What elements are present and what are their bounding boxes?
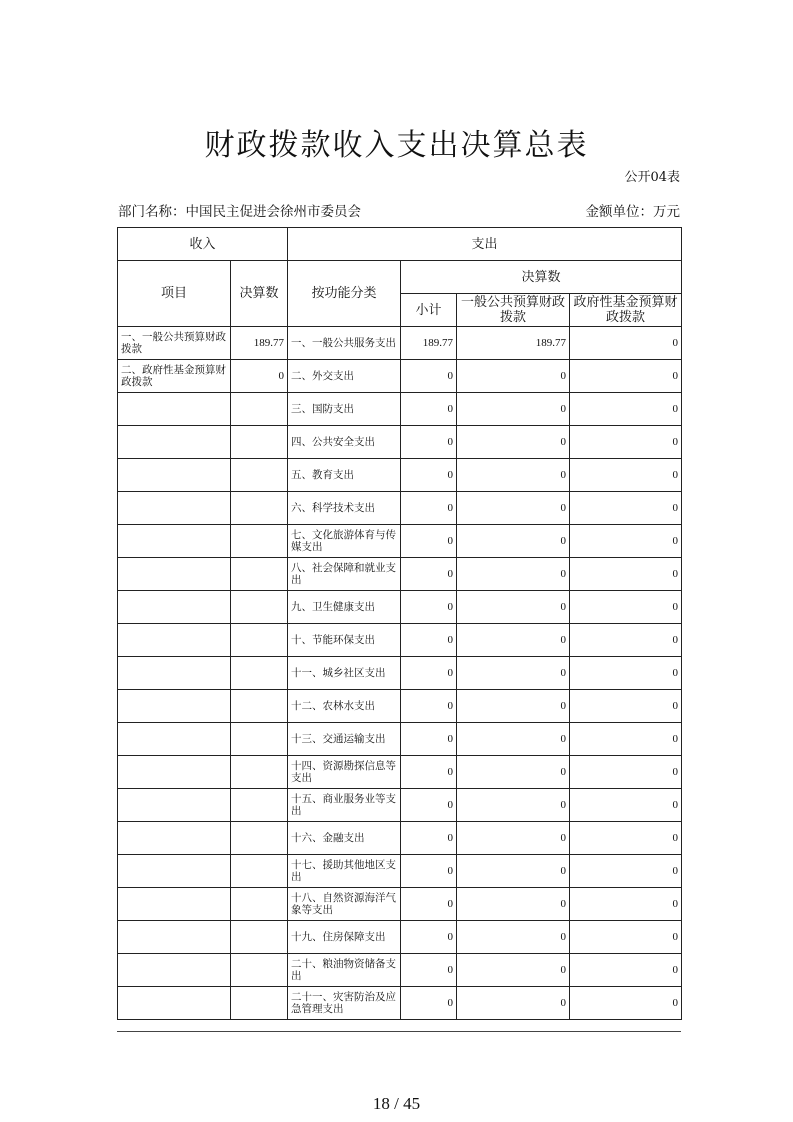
general-budget-cell: 0	[457, 723, 570, 756]
income-header: 收入	[118, 228, 288, 261]
subtotal-cell: 189.77	[401, 327, 457, 360]
subtotal-cell: 0	[401, 921, 457, 954]
by-function-header: 按功能分类	[288, 261, 401, 327]
subtotal-cell: 0	[401, 492, 457, 525]
fund-budget-cell: 0	[570, 426, 682, 459]
table-row	[118, 822, 682, 855]
income-amount-cell	[231, 624, 288, 657]
income-amount-cell	[231, 855, 288, 888]
expense-item-cell: 十三、交通运输支出	[288, 723, 401, 756]
table-row	[118, 921, 682, 954]
general-budget-cell: 0	[457, 426, 570, 459]
subtotal-cell: 0	[401, 426, 457, 459]
fund-budget-cell: 0	[570, 789, 682, 822]
subtotal-cell: 0	[401, 855, 457, 888]
general-budget-cell: 0	[457, 492, 570, 525]
income-item-cell	[118, 492, 231, 525]
header-row-1	[118, 228, 682, 261]
expense-item-cell: 十六、金融支出	[288, 822, 401, 855]
subtotal-cell: 0	[401, 393, 457, 426]
expense-header: 支出	[288, 228, 682, 261]
fund-budget-cell: 0	[570, 855, 682, 888]
expense-item-cell: 九、卫生健康支出	[288, 591, 401, 624]
income-amount-cell	[231, 888, 288, 921]
expense-item-cell: 十二、农林水支出	[288, 690, 401, 723]
fund-budget-cell: 0	[570, 624, 682, 657]
fund-budget-cell: 0	[570, 492, 682, 525]
final-amount-header: 决算数	[231, 261, 288, 327]
expense-item-cell: 三、国防支出	[288, 393, 401, 426]
fund-budget-cell: 0	[570, 558, 682, 591]
income-item-cell: 一、一般公共预算财政拨款	[118, 327, 231, 360]
fund-budget-cell: 0	[570, 690, 682, 723]
subtotal-cell: 0	[401, 789, 457, 822]
fund-budget-cell: 0	[570, 954, 682, 987]
income-amount-cell	[231, 657, 288, 690]
subtotal-cell: 0	[401, 360, 457, 393]
subtotal-cell: 0	[401, 723, 457, 756]
expense-item-cell: 六、科学技术支出	[288, 492, 401, 525]
final-amount-group-header: 决算数	[401, 261, 682, 294]
table-row	[118, 591, 682, 624]
expense-item-cell: 一、一般公共服务支出	[288, 327, 401, 360]
general-budget-cell: 0	[457, 393, 570, 426]
subtotal-cell: 0	[401, 756, 457, 789]
income-amount-cell	[231, 558, 288, 591]
table-row	[118, 360, 682, 393]
table-row	[118, 723, 682, 756]
general-budget-cell: 0	[457, 624, 570, 657]
general-budget-cell: 0	[457, 921, 570, 954]
income-item-cell	[118, 756, 231, 789]
subtotal-cell: 0	[401, 525, 457, 558]
expense-item-cell: 十一、城乡社区支出	[288, 657, 401, 690]
income-item-cell	[118, 459, 231, 492]
fund-budget-cell: 0	[570, 987, 682, 1020]
general-budget-cell: 0	[457, 954, 570, 987]
income-amount-cell	[231, 492, 288, 525]
income-item-cell	[118, 591, 231, 624]
subtotal-cell: 0	[401, 987, 457, 1020]
expense-item-cell: 十八、自然资源海洋气象等支出	[288, 888, 401, 921]
fund-budget-cell: 0	[570, 921, 682, 954]
fund-budget-cell: 0	[570, 756, 682, 789]
general-budget-cell: 0	[457, 855, 570, 888]
income-item-cell	[118, 921, 231, 954]
fund-budget-cell: 0	[570, 525, 682, 558]
general-budget-cell: 0	[457, 756, 570, 789]
general-budget-cell: 0	[457, 822, 570, 855]
income-amount-cell	[231, 723, 288, 756]
expense-item-cell: 八、社会保障和就业支出	[288, 558, 401, 591]
income-amount-cell	[231, 822, 288, 855]
general-budget-cell: 0	[457, 987, 570, 1020]
subtotal-cell: 0	[401, 690, 457, 723]
finance-table	[117, 227, 682, 1020]
expense-item-cell: 十九、住房保障支出	[288, 921, 401, 954]
expense-item-cell: 二十、粮油物资储备支出	[288, 954, 401, 987]
fund-budget-cell: 0	[570, 657, 682, 690]
table-row	[118, 624, 682, 657]
fund-budget-cell: 0	[570, 459, 682, 492]
fund-budget-cell: 0	[570, 723, 682, 756]
table-row	[118, 954, 682, 987]
expense-item-cell: 十七、援助其他地区支出	[288, 855, 401, 888]
fund-budget-header: 政府性基金预算财政拨款	[570, 294, 682, 327]
subtotal-cell: 0	[401, 822, 457, 855]
general-budget-cell: 0	[457, 591, 570, 624]
page-number: 18 / 45	[372, 1094, 421, 1113]
general-budget-cell: 189.77	[457, 327, 570, 360]
general-budget-cell: 0	[457, 459, 570, 492]
income-amount-cell	[231, 690, 288, 723]
table-row	[118, 558, 682, 591]
income-amount-cell	[231, 789, 288, 822]
table-row	[118, 888, 682, 921]
table-row	[118, 789, 682, 822]
income-item-cell	[118, 888, 231, 921]
fund-budget-cell: 0	[570, 591, 682, 624]
general-budget-cell: 0	[457, 888, 570, 921]
report-title: 财政拨款收入支出决算总表	[204, 128, 589, 163]
expense-item-cell: 十、节能环保支出	[288, 624, 401, 657]
table-row	[118, 657, 682, 690]
fund-budget-cell: 0	[570, 393, 682, 426]
expense-item-cell: 十五、商业服务业等支出	[288, 789, 401, 822]
expense-item-cell: 二十一、灾害防治及应急管理支出	[288, 987, 401, 1020]
income-amount-cell	[231, 756, 288, 789]
table-row	[118, 756, 682, 789]
general-budget-cell: 0	[457, 690, 570, 723]
fund-budget-cell: 0	[570, 822, 682, 855]
expense-item-cell: 四、公共安全支出	[288, 426, 401, 459]
form-number: 公开04表	[624, 170, 680, 185]
general-budget-cell: 0	[457, 657, 570, 690]
income-item-cell	[118, 690, 231, 723]
expense-item-cell: 十四、资源勘探信息等支出	[288, 756, 401, 789]
fund-budget-cell: 0	[570, 327, 682, 360]
income-item-cell	[118, 822, 231, 855]
subtotal-cell: 0	[401, 657, 457, 690]
general-budget-cell: 0	[457, 525, 570, 558]
income-item-cell	[118, 426, 231, 459]
income-amount-cell	[231, 921, 288, 954]
expense-item-cell: 五、教育支出	[288, 459, 401, 492]
subtotal-cell: 0	[401, 954, 457, 987]
fund-budget-cell: 0	[570, 360, 682, 393]
subtotal-cell: 0	[401, 591, 457, 624]
income-amount-cell	[231, 591, 288, 624]
bottom-rule	[117, 1031, 681, 1032]
income-item-cell	[118, 723, 231, 756]
income-amount-cell	[231, 525, 288, 558]
subtotal-cell: 0	[401, 459, 457, 492]
header-row-2	[118, 261, 682, 294]
table-row	[118, 525, 682, 558]
income-amount-cell	[231, 954, 288, 987]
income-amount-cell	[231, 393, 288, 426]
expense-item-cell: 七、文化旅游体育与传媒支出	[288, 525, 401, 558]
subtotal-cell: 0	[401, 624, 457, 657]
amount-unit: 金额单位：万元	[585, 204, 680, 220]
department-name: 部门名称：中国民主促进会徐州市委员会	[118, 204, 361, 220]
income-amount-cell: 189.77	[231, 327, 288, 360]
table-row	[118, 459, 682, 492]
table-row	[118, 393, 682, 426]
income-amount-cell	[231, 426, 288, 459]
income-item-cell	[118, 624, 231, 657]
income-item-cell	[118, 855, 231, 888]
item-header: 项目	[118, 261, 231, 327]
income-item-cell	[118, 393, 231, 426]
fund-budget-cell: 0	[570, 888, 682, 921]
income-item-cell	[118, 789, 231, 822]
table-row	[118, 327, 682, 360]
general-budget-cell: 0	[457, 360, 570, 393]
subtotal-cell: 0	[401, 888, 457, 921]
table-row	[118, 426, 682, 459]
general-budget-cell: 0	[457, 558, 570, 591]
income-amount-cell	[231, 459, 288, 492]
income-item-cell	[118, 954, 231, 987]
income-item-cell	[118, 558, 231, 591]
expense-item-cell: 二、外交支出	[288, 360, 401, 393]
table-row	[118, 690, 682, 723]
income-item-cell	[118, 657, 231, 690]
income-item-cell	[118, 987, 231, 1020]
income-item-cell	[118, 525, 231, 558]
income-item-cell: 二、政府性基金预算财政拨款	[118, 360, 231, 393]
subtotal-cell: 0	[401, 558, 457, 591]
table-row	[118, 855, 682, 888]
income-amount-cell: 0	[231, 360, 288, 393]
table-row	[118, 492, 682, 525]
general-budget-cell: 0	[457, 789, 570, 822]
general-budget-header: 一般公共预算财政拨款	[457, 294, 570, 327]
table-row	[118, 987, 682, 1020]
income-amount-cell	[231, 987, 288, 1020]
subtotal-header: 小计	[401, 294, 457, 327]
